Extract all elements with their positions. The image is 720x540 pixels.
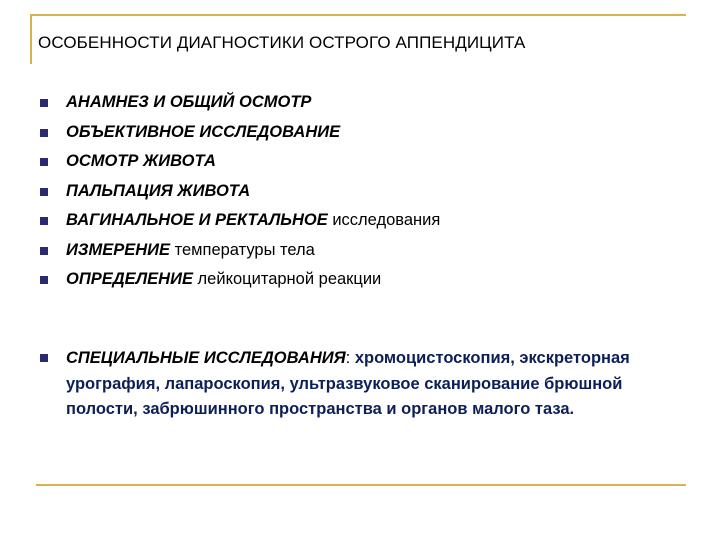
slide-title: ОСОБЕННОСТИ ДИАГНОСТИКИ ОСТРОГО АППЕНДИЦИТА [38, 33, 526, 52]
special-studies-block [40, 346, 680, 423]
list-item [40, 88, 680, 118]
item-bold-text: ПАЛЬПАЦИЯ ЖИВОТА [66, 181, 251, 200]
list-item [40, 206, 680, 236]
square-bullet-icon [40, 276, 48, 284]
item-rest-text: исследования [327, 211, 441, 229]
item-bold-text: ОБЪЕКТИВНОЕ ИССЛЕДОВАНИЕ [66, 122, 341, 141]
square-bullet-icon [40, 188, 48, 196]
square-bullet-icon [40, 247, 48, 255]
accent-vertical-line [30, 14, 32, 64]
list-item [40, 118, 680, 148]
list-item [40, 236, 680, 266]
list-item-special [40, 346, 680, 423]
square-bullet-icon [40, 129, 48, 137]
item-bold-text: ОПРЕДЕЛЕНИЕ [66, 270, 193, 288]
item-bold-text: ВАГИНАЛЬНОЕ И РЕКТАЛЬНОЕ [66, 211, 328, 229]
square-bullet-icon [40, 217, 48, 225]
special-heading: СПЕЦИАЛЬНЫЕ ИССЛЕДОВАНИЯ [66, 349, 346, 367]
list-item [40, 147, 680, 177]
list-item [40, 177, 680, 207]
bullet-list [40, 88, 680, 295]
list-item [40, 265, 680, 295]
square-bullet-icon [40, 158, 48, 166]
item-rest-text: температуры тела [170, 240, 315, 259]
square-bullet-icon [40, 99, 48, 107]
special-colon: : [345, 349, 355, 367]
item-rest-text: лейкоцитарной реакции [192, 270, 382, 288]
item-bold-text: ИЗМЕРЕНИЕ [66, 240, 171, 259]
accent-top-line [30, 14, 686, 16]
square-bullet-icon [40, 354, 48, 362]
special-text: хромоцистоскопия, экскреторная урография, лапароскопия, ультразвуковое сканирование брюшной полости, забрюшинного пространства и органов малого таза. [66, 349, 630, 418]
accent-bottom-line [36, 484, 686, 486]
item-bold-text: АНАМНЕЗ И ОБЩИЙ ОСМОТР [66, 93, 312, 111]
item-bold-text: ОСМОТР ЖИВОТА [66, 152, 216, 170]
